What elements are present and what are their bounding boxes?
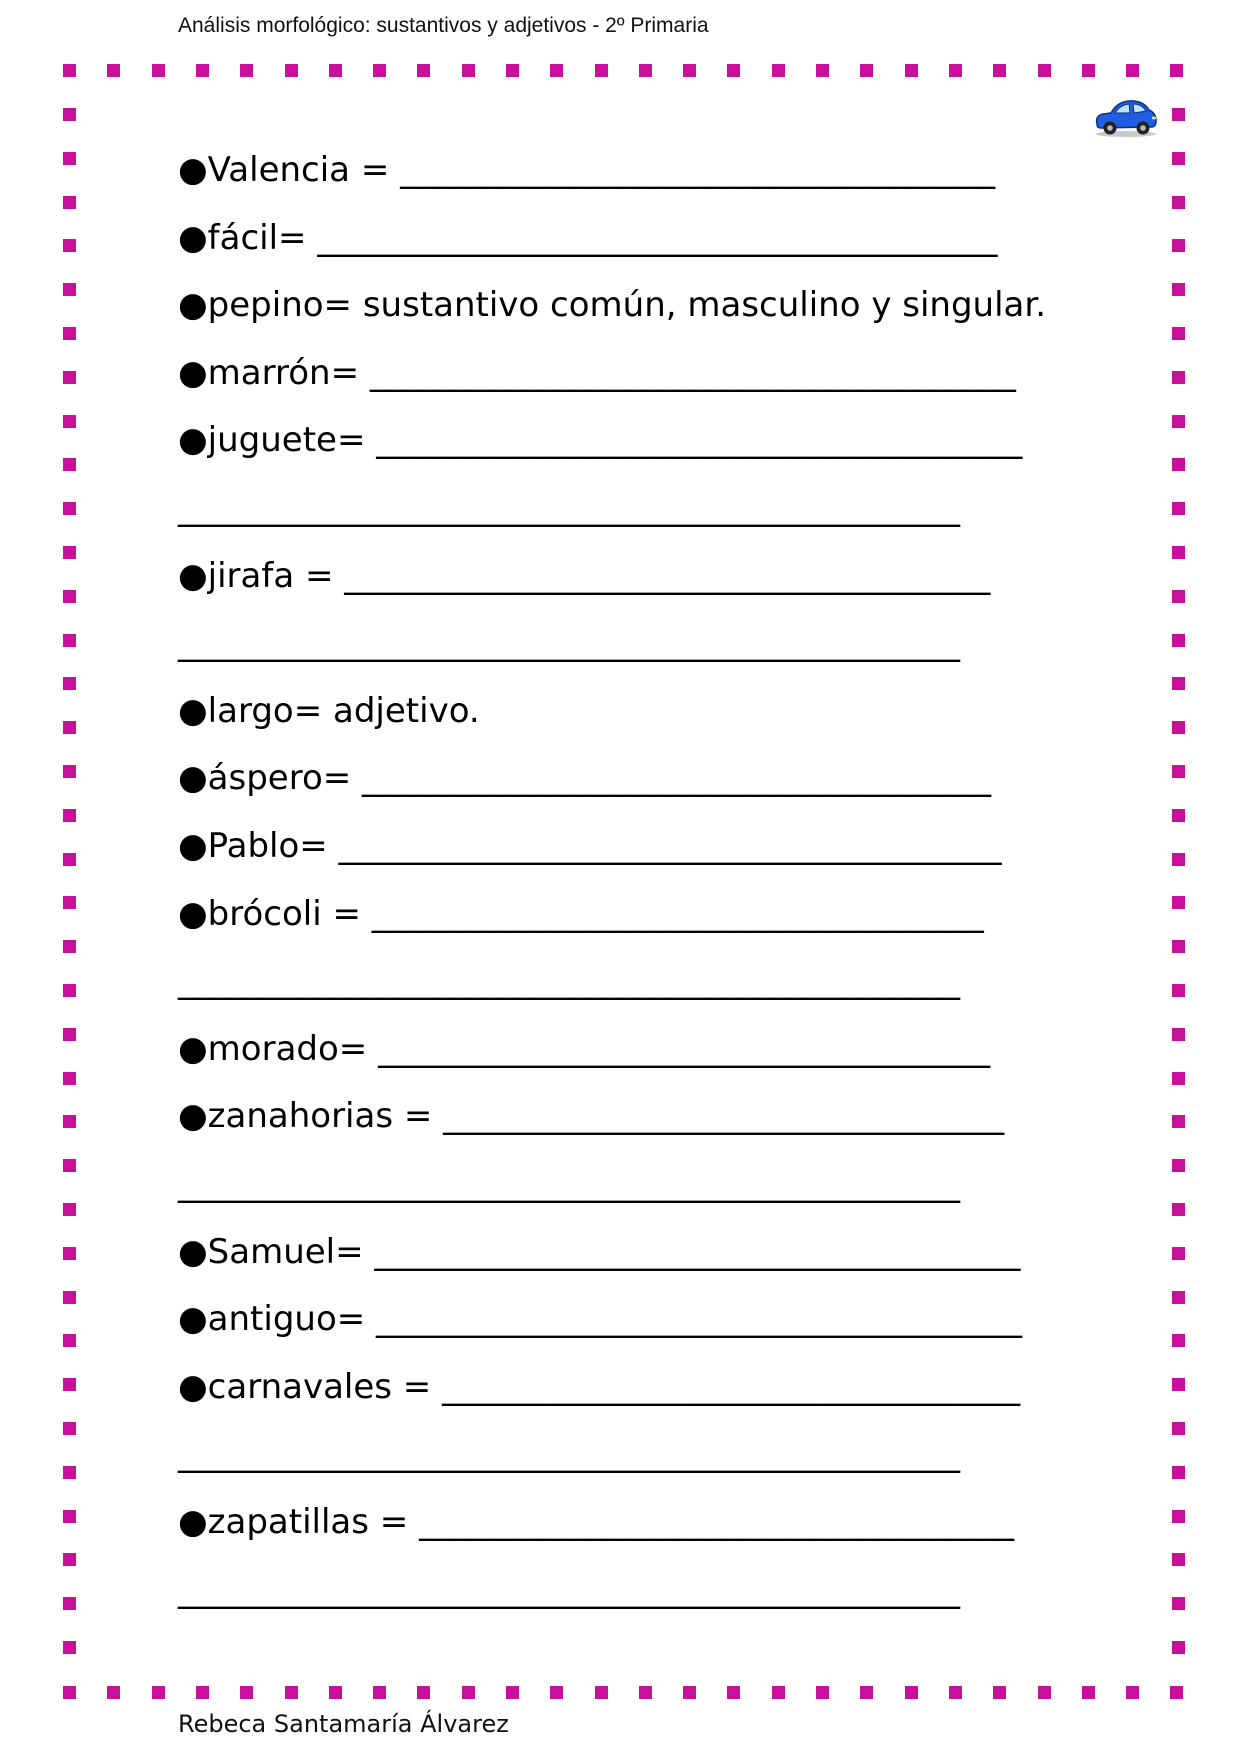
border-square [1038,64,1051,77]
border-square [63,590,76,603]
border-square [1172,415,1185,428]
border-square [639,64,652,77]
border-square [1172,1159,1185,1172]
border-square [727,1686,740,1699]
border-square [63,546,76,559]
border-square [63,327,76,340]
border-square [240,64,253,77]
border-square [1172,590,1185,603]
border-square [639,1686,652,1699]
exercise-line: ●marrón= ______________________________________ [178,353,1016,393]
border-square [1172,1466,1185,1479]
border-square [550,64,563,77]
border-square [373,64,386,77]
border-square [1170,64,1183,77]
border-square [1172,940,1185,953]
border-square [1172,1115,1185,1128]
border-square [993,64,1006,77]
border-square [1172,853,1185,866]
exercise-line: ______________________________________________ [178,1434,960,1474]
border-square [462,64,475,77]
border-square [63,896,76,909]
border-square [1172,502,1185,515]
border-square [63,108,76,121]
border-square [816,64,829,77]
border-square [63,984,76,997]
border-square [63,64,76,77]
border-square [63,458,76,471]
border-square [63,502,76,515]
border-square [63,1291,76,1304]
border-square [63,1422,76,1435]
border-square [1172,1378,1185,1391]
border-square [993,1686,1006,1699]
border-square [329,64,342,77]
page-header: Análisis morfológico: sustantivos y adjetivos - 2º Primaria [178,14,709,37]
border-square [63,940,76,953]
exercise-line: ●áspero= _____________________________________ [178,758,992,798]
author-footer: Rebeca Santamaría Álvarez [178,1710,509,1738]
border-square [1172,1072,1185,1085]
border-square [727,64,740,77]
border-square [860,64,873,77]
exercise-line: ●fácil= ________________________________________ [178,218,998,258]
border-square [152,1686,165,1699]
border-square [63,1378,76,1391]
border-square [595,64,608,77]
exercise-line: ●zapatillas = ___________________________________ [178,1502,1015,1542]
border-square [550,1686,563,1699]
border-square [1172,1334,1185,1347]
border-square [63,721,76,734]
exercise-line: ●brócoli = ____________________________________ [178,894,984,934]
border-square [860,1686,873,1699]
border-square [1172,371,1185,384]
border-square [63,1115,76,1128]
border-square [1172,152,1185,165]
border-square [1082,64,1095,77]
border-square [1172,327,1185,340]
border-square [683,64,696,77]
exercise-line: ●pepino= sustantivo común, masculino y singular. [178,285,1047,325]
border-square [1170,1686,1183,1699]
border-square [63,765,76,778]
border-square [1172,1422,1185,1435]
border-square [63,1028,76,1041]
border-square [63,1334,76,1347]
border-square [373,1686,386,1699]
border-square [107,1686,120,1699]
exercise-line: ______________________________________________ [178,1164,960,1204]
border-square [816,1686,829,1699]
border-square [1126,1686,1139,1699]
border-square [1172,1553,1185,1566]
border-square [1172,1641,1185,1654]
border-square [63,415,76,428]
exercise-line: ______________________________________________ [178,623,960,663]
border-square [462,1686,475,1699]
border-square [1172,896,1185,909]
border-square [1082,1686,1095,1699]
border-square [1172,1597,1185,1610]
border-square [63,1072,76,1085]
border-square [63,152,76,165]
border-square [1172,1028,1185,1041]
border-square [152,64,165,77]
border-square [1172,1510,1185,1523]
exercise-line: ______________________________________________ [178,488,960,528]
border-square [63,1466,76,1479]
border-square [196,1686,209,1699]
exercise-line: ●jirafa = ______________________________________ [178,556,991,596]
border-square [63,1597,76,1610]
border-square [905,1686,918,1699]
border-square [772,64,785,77]
exercise-line: ●largo= adjetivo. [178,691,480,731]
border-square [63,809,76,822]
border-square [595,1686,608,1699]
border-square [63,196,76,209]
border-square [63,371,76,384]
border-square [417,1686,430,1699]
exercise-line: ●carnavales = __________________________________ [178,1367,1021,1407]
exercise-line: ______________________________________________ [178,961,960,1001]
border-square [506,64,519,77]
border-square [1172,283,1185,296]
border-square [63,634,76,647]
border-square [63,1510,76,1523]
border-square [1172,546,1185,559]
border-square [949,1686,962,1699]
border-square [63,1203,76,1216]
border-square [107,64,120,77]
border-square [63,677,76,690]
border-square [1172,108,1185,121]
border-square [1172,458,1185,471]
border-square [506,1686,519,1699]
border-square [240,1686,253,1699]
border-square [63,1686,76,1699]
border-square [1172,1247,1185,1260]
exercise-line: ●morado= ____________________________________ [178,1029,991,1069]
border-square [63,1159,76,1172]
blue-car-icon [1093,94,1159,138]
border-square [1172,677,1185,690]
border-square [196,64,209,77]
border-square [63,1641,76,1654]
border-square [1172,239,1185,252]
border-square [285,1686,298,1699]
border-square [63,1553,76,1566]
exercise-line: ●antiguo= ______________________________________ [178,1299,1023,1339]
border-square [63,853,76,866]
exercise-line: ●Pablo= _______________________________________ [178,826,1002,866]
border-square [772,1686,785,1699]
exercise-line: ●juguete= ______________________________________ [178,420,1023,460]
border-square [1172,634,1185,647]
border-square [1172,809,1185,822]
border-square [417,64,430,77]
border-square [1038,1686,1051,1699]
border-square [905,64,918,77]
border-square [1172,721,1185,734]
exercise-line: ●Samuel= ______________________________________ [178,1232,1021,1272]
border-square [1172,1291,1185,1304]
exercise-line: ______________________________________________ [178,1570,960,1610]
border-square [949,64,962,77]
exercise-line: ●zanahorias = _________________________________ [178,1096,1005,1136]
border-square [1172,984,1185,997]
border-square [329,1686,342,1699]
border-square [63,1247,76,1260]
border-square [63,239,76,252]
border-square [63,283,76,296]
border-square [1172,196,1185,209]
border-square [1172,1203,1185,1216]
border-square [683,1686,696,1699]
border-square [1126,64,1139,77]
border-square [1172,765,1185,778]
exercise-line: ●Valencia = ___________________________________ [178,150,996,190]
border-square [285,64,298,77]
